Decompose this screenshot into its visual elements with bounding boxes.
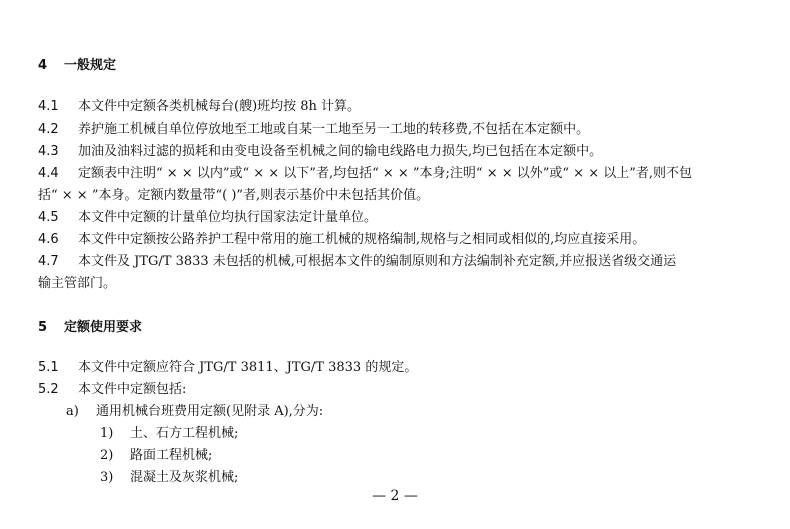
clause-4-4 (38, 162, 692, 181)
clause-number: 4.1 (38, 99, 59, 114)
section-5-title: 定额使用要求 (64, 320, 143, 335)
clause-text: 本文件中定额应符合 JTG/T 3811、JTG/T 3833 的规定。 (78, 360, 418, 375)
clause-number: 4.6 (38, 232, 59, 247)
section-5-number: 5 (38, 320, 48, 335)
page-number: — 2 — (372, 488, 418, 504)
section-4-number: 4 (38, 58, 48, 73)
list-item-text: 通用机械台班费用定额(见附录 A),分为: (96, 404, 324, 419)
section-5-heading (38, 316, 142, 335)
list-item-1 (100, 422, 238, 441)
list-item-text: 混凝土及灰浆机械; (130, 470, 239, 485)
list-item-text: 路面工程机械; (130, 448, 213, 463)
clause-5-2 (38, 378, 186, 397)
clause-4-6 (38, 228, 645, 247)
section-4-title: 一般规定 (64, 58, 117, 73)
clause-text: 本文件中定额的计量单位均执行国家法定计量单位。 (78, 210, 378, 225)
clause-number: 5.2 (38, 382, 59, 397)
list-item-a (66, 400, 323, 419)
list-item-3 (100, 466, 238, 485)
clause-5-1 (38, 356, 417, 375)
list-marker: a) (66, 404, 79, 419)
clause-text: 加油及油料过滤的损耗和由变电设备至机械之间的输电线路电力损失,均已包括在本定额中。 (78, 144, 603, 159)
clause-number: 4.5 (38, 210, 59, 225)
clause-text: 本文件中定额按公路养护工程中常用的施工机械的规格编制,规格与之相同或相似的,均应直接采用。 (78, 232, 646, 247)
clause-number: 4.2 (38, 122, 59, 137)
list-item-text: 土、石方工程机械; (130, 426, 239, 441)
clause-text: 本文件中定额包括: (78, 382, 187, 397)
section-4-heading (38, 54, 116, 73)
clause-4-5 (38, 206, 377, 225)
clause-text: 定额表中注明“ × × 以内”或“ × × 以下”者,均包括“ × × ”本身;注明“ × × 以外”或“ × × 以上”者,则不包 (78, 166, 693, 181)
clause-text: 养护施工机械自单位停放地至工地或自某一工地至另一工地的转移费,不包括在本定额中。 (78, 122, 590, 137)
list-marker: 3) (100, 470, 114, 485)
clause-number: 4.4 (38, 166, 59, 181)
clause-text: 本文件及 JTG/T 3833 未包括的机械,可根据本文件的编制原则和方法编制补充定额,并应报送省级交通运 (78, 254, 677, 269)
clause-4-3 (38, 140, 602, 159)
list-marker: 1) (100, 426, 114, 441)
clause-4-2 (38, 118, 589, 137)
list-marker: 2) (100, 448, 114, 463)
clause-number: 4.7 (38, 254, 59, 269)
list-item-2 (100, 444, 212, 463)
clause-number: 4.3 (38, 144, 59, 159)
clause-4-4-continuation: 括“ × × ”本身。定额内数量带“( )”者,则表示基价中未包括其价值。 (38, 188, 430, 203)
clause-4-1 (38, 95, 360, 114)
clause-text: 本文件中定额各类机械每台(艘)班均按 8h 计算。 (78, 99, 361, 114)
clause-4-7 (38, 250, 676, 269)
clause-number: 5.1 (38, 360, 59, 375)
clause-4-7-continuation: 输主管部门。 (38, 276, 117, 291)
